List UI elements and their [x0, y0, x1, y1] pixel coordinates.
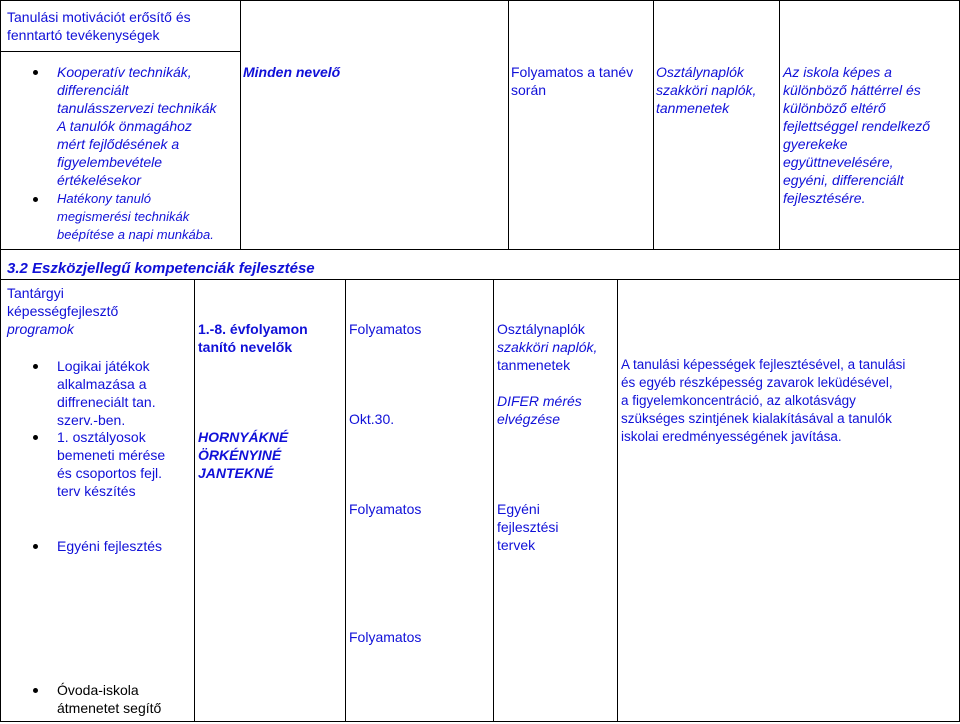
- section2-deadline-2: Okt.30.: [349, 411, 395, 427]
- section1-deadline: Folyamatos a tanév során: [511, 64, 634, 98]
- section2-names: HORNYÁKNÉ ÖRKÉNYINÉ JANTEKNÉ: [198, 429, 289, 481]
- section1-success: Az iskola képes a különböző háttérrel és különböző eltérő fejlettséggel rendelkező gyerekeke együttnevelésére, egyéni, differenciált fejlesztésére.: [783, 64, 931, 206]
- section1-title: Tanulási motivációt erősítő és fenntartó tevékenységek: [7, 9, 191, 43]
- section2-documents-3: Egyéni fejlesztési tervek: [497, 501, 559, 553]
- col-divider-top-4: [779, 0, 780, 250]
- col-divider-top-1: [240, 0, 241, 250]
- section2-responsible: 1.-8. évfolyamon tanító nevelők: [198, 321, 308, 355]
- row-divider-3: [0, 279, 960, 280]
- col-divider-bot-2: [345, 279, 346, 722]
- col-divider-top-2: [508, 0, 509, 250]
- section1-responsible: Minden nevelő: [243, 64, 341, 80]
- section2-heading: 3.2 Eszközjellegű kompetenciák fejlesztése: [7, 260, 315, 277]
- section2-documents-2: DIFER mérés elvégzése: [497, 393, 582, 427]
- table-bottom-border: [0, 721, 960, 722]
- bullet-icon: [33, 688, 38, 693]
- col-divider-top-3: [653, 0, 654, 250]
- section2-intro: Tantárgyi képességfejlesztő programok: [7, 285, 119, 337]
- section2-deadline-1: Folyamatos: [349, 321, 422, 337]
- col-divider-bot-1: [194, 279, 195, 722]
- section2-deadline-4: Folyamatos: [349, 629, 422, 645]
- bullet-icon: [33, 435, 38, 440]
- bullet-icon: [33, 364, 38, 369]
- section1-documents: Osztálynaplók szakköri naplók, tanmenetek: [656, 64, 757, 116]
- bullet-icon: [33, 544, 38, 549]
- row-divider-2: [0, 249, 960, 250]
- section2-success: A tanulási képességek fejlesztésével, a tanulási és egyéb részképesség zavarok leküdésével, a figyelemkoncentráció, az alkotásvágy szükséges szintjének kialakításával a tanulók iskolai eredményességének javítása.: [621, 357, 906, 444]
- col-divider-bot-3: [493, 279, 494, 722]
- section2-documents-1: Osztálynaplók szakköri naplók, tanmenetek: [497, 321, 598, 373]
- table-left-border: [0, 0, 1, 722]
- bullet-icon: [33, 70, 38, 75]
- table-top-border: [0, 0, 960, 1]
- row-divider-1: [0, 51, 240, 52]
- section2-deadline-3: Folyamatos: [349, 501, 422, 517]
- col-divider-bot-4: [617, 279, 618, 722]
- bullet-icon: [33, 197, 38, 202]
